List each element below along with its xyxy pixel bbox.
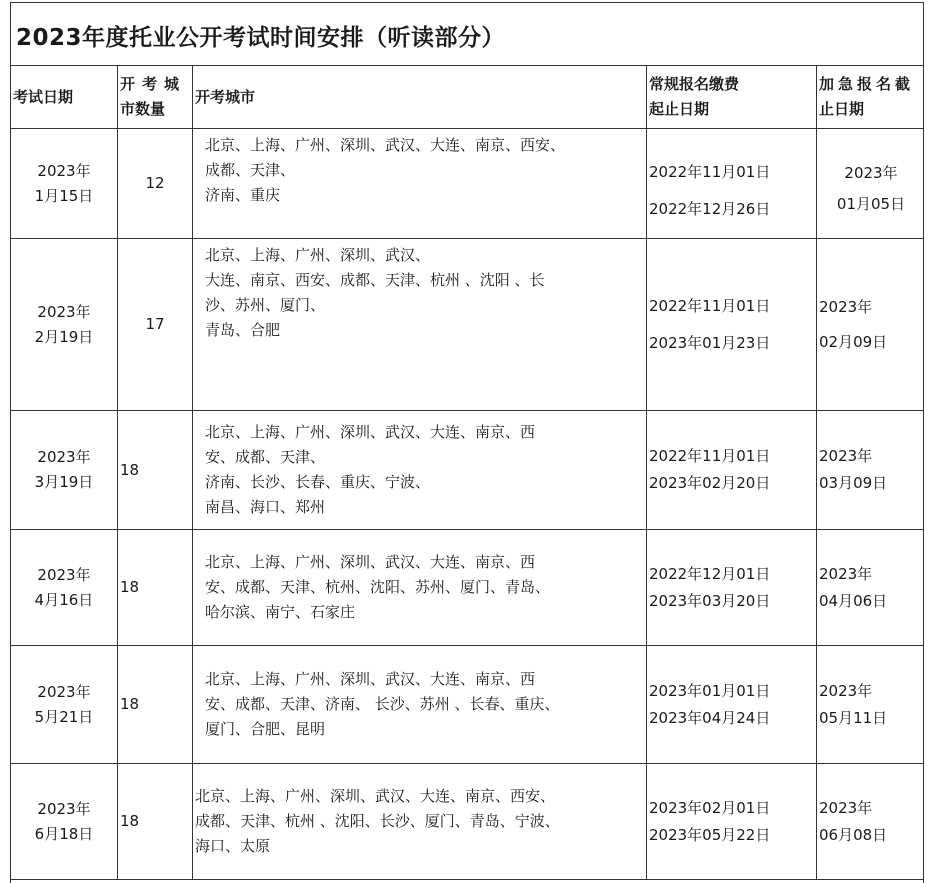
reg-end-date: 2022年12月26日 [649,199,771,218]
cities-line: 济南、长沙、长春、重庆、宁波、 [205,473,431,491]
cities-line: 成都、天津、杭州 、沈阳、长沙、厦门、青岛、宁波、 [195,812,560,830]
cities-line: 北京、上海、广州、深圳、武汉、 [205,246,431,264]
reg-start-date: 2022年11月01日 [649,296,771,315]
urgent-year: 2023年 [819,564,873,583]
urgent-deadline-cell [817,239,924,411]
urgent-year: 2023年 [819,798,873,817]
reg-start-date: 2022年11月01日 [649,162,771,181]
exam-date-year: 2023年 [37,448,91,466]
exam-date-year: 2023年 [37,799,91,818]
exam-date-day: 6月18日 [34,824,94,843]
header-city-count-line2: 市数量 [120,100,166,118]
city-count-cell: 18 [118,411,193,530]
reg-start-date: 2023年02月01日 [649,798,771,817]
title-text: 2023年度托业公开考试时间安排（听读部分） [16,25,506,51]
cities-cell [193,530,647,646]
header-urgent-line1: 加急报名截 [819,75,915,93]
exam-date-year: 2023年 [37,565,91,584]
cities-line: 安、成都、天津、济南、 长沙、苏州 、长春、重庆、 [205,695,560,713]
header-exam-date-text: 考试日期 [13,87,74,106]
table-row [11,129,924,239]
reg-end-date: 2023年02月20日 [649,474,771,492]
exam-date-cell [11,530,118,646]
table-row [11,530,924,646]
cities-line: 济南、重庆 [205,186,281,204]
city-count-cell: 18 [118,764,193,880]
cities-line: 海口、太原 [195,837,271,855]
exam-date-day: 2月19日 [34,327,94,346]
cities-line: 北京、上海、广州、深圳、武汉、大连、南京、西 [205,423,536,441]
reg-start-date: 2022年12月01日 [649,564,771,583]
reg-start-date: 2023年01月01日 [649,681,771,700]
urgent-deadline-cell [817,646,924,764]
header-cities [193,66,647,129]
header-row [11,66,924,129]
urgent-year: 2023年 [844,163,898,182]
urgent-day: 03月09日 [819,474,888,492]
cities-cell [193,239,647,411]
urgent-deadline-cell [817,129,924,239]
urgent-deadline-cell [817,764,924,880]
cities-line: 厦门、合肥、昆明 [205,720,326,738]
header-city-count-line1: 开考城 [120,75,187,93]
cities-line: 哈尔滨、南宁、石家庄 [205,603,356,621]
page-title [10,2,922,66]
table-row [11,239,924,411]
header-city-count [118,66,193,129]
cities-cell [193,764,647,880]
city-count-cell: 12 [118,129,193,239]
reg-start-date: 2022年11月01日 [649,447,771,465]
cities-line: 成都、天津、 [205,161,296,179]
cities-cell [193,129,647,239]
header-reg-period-line2: 起止日期 [649,100,710,118]
reg-period-cell [647,129,817,239]
exam-date-day: 4月16日 [34,590,94,609]
cities-line: 北京、上海、广州、深圳、武汉、大连、南京、西安、 [205,136,566,154]
urgent-year: 2023年 [819,447,873,465]
reg-end-date: 2023年01月23日 [649,333,771,352]
exam-date-year: 2023年 [37,302,91,321]
cities-line: 北京、上海、广州、深圳、武汉、大连、南京、西安、 [195,787,556,805]
cities-line: 北京、上海、广州、深圳、武汉、大连、南京、西 [205,553,536,571]
urgent-day: 01月05日 [836,194,906,213]
reg-end-date: 2023年03月20日 [649,591,771,610]
exam-date-year: 2023年 [37,682,91,701]
exam-date-day: 5月21日 [34,707,94,726]
urgent-day: 02月09日 [819,332,888,351]
cities-line: 北京、上海、广州、深圳、武汉、大连、南京、西 [205,670,536,688]
table-row [11,764,924,880]
reg-period-cell [647,411,817,530]
exam-date-cell [11,411,118,530]
urgent-day: 05月11日 [819,708,888,727]
city-count-cell: 18 [118,530,193,646]
city-count-cell: 17 [118,239,193,411]
urgent-deadline-cell [817,411,924,530]
exam-date-day: 1月15日 [34,186,94,205]
header-reg-period [647,66,817,129]
header-reg-period-line1: 常规报名缴费 [649,75,740,93]
urgent-day: 04月06日 [819,591,888,610]
exam-date-day: 3月19日 [34,473,94,491]
urgent-year: 2023年 [819,297,873,316]
reg-end-date: 2023年04月24日 [649,708,771,727]
header-urgent-deadline [817,66,924,129]
exam-date-cell [11,646,118,764]
city-count-cell: 18 [118,646,193,764]
reg-period-cell [647,764,817,880]
cities-line: 南昌、海口、郑州 [205,498,326,516]
cities-cell [193,411,647,530]
urgent-deadline-cell [817,530,924,646]
reg-period-cell [647,530,817,646]
cities-cell [193,646,647,764]
header-urgent-line2: 止日期 [819,100,865,118]
cities-line: 安、成都、天津、 [205,448,326,466]
cities-line: 沙、苏州、厦门、 [205,296,326,314]
header-exam-date [11,66,118,129]
exam-date-cell [11,129,118,239]
reg-period-cell [647,646,817,764]
schedule-table [10,65,924,880]
urgent-day: 06月08日 [819,825,888,844]
urgent-year: 2023年 [819,681,873,700]
exam-date-cell [11,764,118,880]
reg-period-cell [647,239,817,411]
header-cities-text: 开考城市 [195,87,256,106]
table-row [11,411,924,530]
reg-end-date: 2023年05月22日 [649,825,771,844]
cities-line: 大连、南京、西安、成都、天津、杭州 、沈阳 、长 [205,271,545,289]
exam-date-year: 2023年 [37,161,91,180]
cities-line: 青岛、合肥 [205,321,281,339]
table-row [11,646,924,764]
cities-line: 安、成都、天津、杭州、沈阳、苏州、厦门、青岛、 [205,578,551,596]
exam-date-cell [11,239,118,411]
